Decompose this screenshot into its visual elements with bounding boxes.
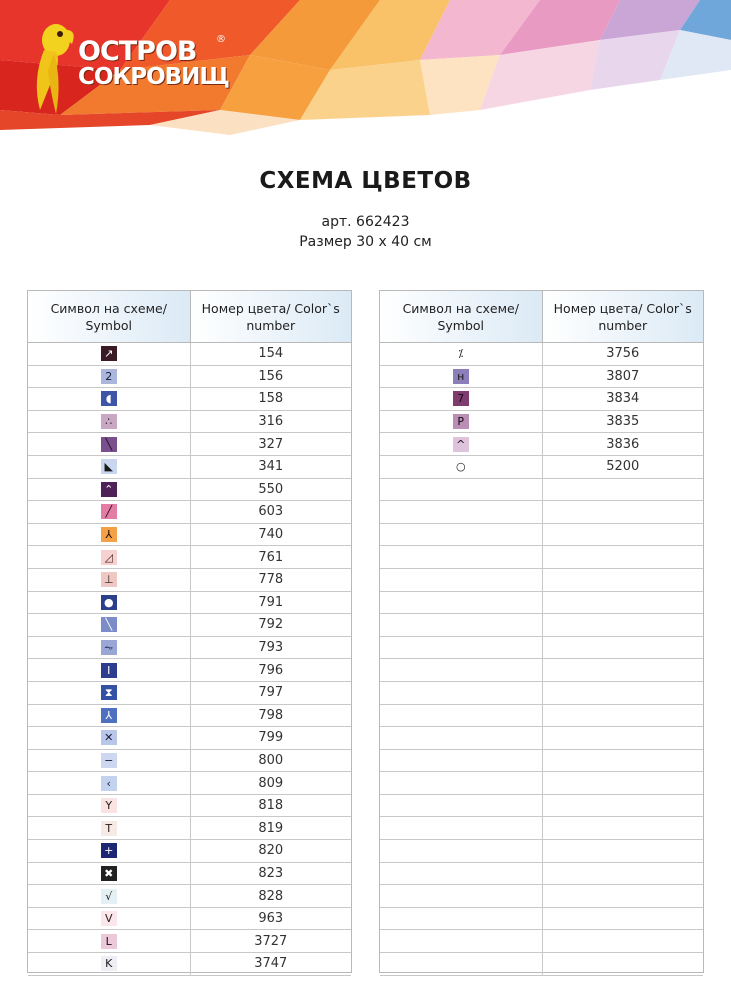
color-number-cell: 820 xyxy=(190,840,352,862)
color-symbol-icon: ⏦ xyxy=(101,640,117,655)
symbol-cell xyxy=(380,682,542,704)
symbol-cell xyxy=(28,953,190,975)
symbol-cell xyxy=(380,930,542,952)
color-number-cell: 793 xyxy=(190,637,352,659)
color-symbol-icon: ╱ xyxy=(101,504,117,519)
table-row xyxy=(380,479,703,502)
symbol-cell xyxy=(28,592,190,614)
symbol-cell xyxy=(380,501,542,523)
color-number-cell xyxy=(542,705,704,727)
table-row xyxy=(28,479,351,502)
table-row xyxy=(28,501,351,524)
color-symbol-icon: ^ xyxy=(453,437,469,452)
symbol-cell xyxy=(28,795,190,817)
color-number-cell xyxy=(542,546,704,568)
table-row xyxy=(28,388,351,411)
color-number-cell xyxy=(542,953,704,975)
color-symbol-icon: L xyxy=(101,934,117,949)
table-row xyxy=(380,388,703,411)
symbol-cell xyxy=(380,546,542,568)
color-symbol-icon: ⁒ xyxy=(453,346,469,361)
table-row xyxy=(28,592,351,615)
symbol-cell xyxy=(380,772,542,794)
table-row xyxy=(380,908,703,931)
header-symbol: Символ на схеме/ Symbol xyxy=(28,291,190,342)
table-row xyxy=(380,863,703,886)
color-number-cell: 963 xyxy=(190,908,352,930)
color-number-cell: 3807 xyxy=(542,366,704,388)
color-symbol-icon: ⅄ xyxy=(101,527,117,542)
table-row xyxy=(380,930,703,953)
table-row xyxy=(380,592,703,615)
color-symbol-icon: √ xyxy=(101,889,117,904)
symbol-cell xyxy=(380,659,542,681)
color-symbol-icon: + xyxy=(101,843,117,858)
parrot-icon xyxy=(26,10,86,122)
table-row xyxy=(28,343,351,366)
symbol-cell xyxy=(380,343,542,365)
color-symbol-icon: ∴ xyxy=(101,414,117,429)
color-number-cell xyxy=(542,682,704,704)
color-symbol-icon: ◖ xyxy=(101,391,117,406)
color-symbol-icon: ‹ xyxy=(101,776,117,791)
color-number-cell xyxy=(542,592,704,614)
symbol-cell xyxy=(28,411,190,433)
symbol-cell xyxy=(380,411,542,433)
symbol-cell xyxy=(380,524,542,546)
color-symbol-icon: K xyxy=(101,956,117,971)
table-row xyxy=(380,840,703,863)
color-number-cell: 761 xyxy=(190,546,352,568)
symbol-cell xyxy=(380,840,542,862)
table-header xyxy=(380,291,703,343)
symbol-cell xyxy=(380,569,542,591)
symbol-cell xyxy=(380,366,542,388)
color-symbol-icon: P xyxy=(453,414,469,429)
table-row xyxy=(28,659,351,682)
table-row xyxy=(28,456,351,479)
color-symbol-icon: ○ xyxy=(453,459,469,474)
symbol-cell xyxy=(28,930,190,952)
color-number-cell: 5200 xyxy=(542,456,704,478)
canvas-size: Размер 30 х 40 см xyxy=(299,234,432,250)
color-number-cell: 341 xyxy=(190,456,352,478)
table-row xyxy=(380,524,703,547)
table-row xyxy=(380,682,703,705)
color-number-cell: 603 xyxy=(190,501,352,523)
symbol-cell xyxy=(28,456,190,478)
color-number-cell: 327 xyxy=(190,433,352,455)
table-row xyxy=(28,569,351,592)
symbol-cell xyxy=(380,953,542,975)
color-number-cell: 3834 xyxy=(542,388,704,410)
color-symbol-icon: ╲ xyxy=(101,617,117,632)
color-number-cell xyxy=(542,750,704,772)
color-symbol-icon: T xyxy=(101,821,117,836)
color-number-cell: 800 xyxy=(190,750,352,772)
table-header xyxy=(28,291,351,343)
color-symbol-icon: ◣ xyxy=(101,459,117,474)
symbol-cell xyxy=(28,637,190,659)
symbol-cell xyxy=(380,885,542,907)
color-symbol-icon: ◿ xyxy=(101,550,117,565)
table-row xyxy=(28,682,351,705)
table-row xyxy=(380,614,703,637)
color-symbol-icon: ⧗ xyxy=(101,685,117,700)
color-symbol-icon: ⊥ xyxy=(101,572,117,587)
table-row xyxy=(28,772,351,795)
symbol-cell xyxy=(28,388,190,410)
color-number-cell xyxy=(542,817,704,839)
table-row xyxy=(380,750,703,773)
table-row xyxy=(380,456,703,479)
table-row xyxy=(380,411,703,434)
symbol-cell xyxy=(380,727,542,749)
color-number-cell: 823 xyxy=(190,863,352,885)
symbol-cell xyxy=(28,524,190,546)
color-number-cell xyxy=(542,479,704,501)
symbol-cell xyxy=(380,592,542,614)
color-number-cell: 818 xyxy=(190,795,352,817)
table-row xyxy=(380,659,703,682)
table-row xyxy=(380,705,703,728)
symbol-cell xyxy=(28,885,190,907)
color-number-cell xyxy=(542,524,704,546)
table-row xyxy=(28,840,351,863)
color-table-left xyxy=(27,290,352,973)
brand-name-line1: ОСТРОВ xyxy=(78,36,197,67)
color-symbol-icon: V xyxy=(101,911,117,926)
symbol-cell xyxy=(28,366,190,388)
color-number-cell: 156 xyxy=(190,366,352,388)
color-table-right xyxy=(379,290,704,973)
table-body xyxy=(380,343,703,976)
color-symbol-icon: 2 xyxy=(101,369,117,384)
symbol-cell xyxy=(28,479,190,501)
symbol-cell xyxy=(28,682,190,704)
symbol-cell xyxy=(380,795,542,817)
color-number-cell: 158 xyxy=(190,388,352,410)
color-symbol-icon: ⌃ xyxy=(101,482,117,497)
color-symbol-icon: ● xyxy=(101,595,117,610)
color-symbol-icon: ✖ xyxy=(101,866,117,881)
color-symbol-icon: Y xyxy=(101,798,117,813)
color-number-cell: 791 xyxy=(190,592,352,614)
color-number-cell: 154 xyxy=(190,343,352,365)
color-number-cell: 796 xyxy=(190,659,352,681)
color-number-cell xyxy=(542,908,704,930)
color-symbol-icon: ↗ xyxy=(101,346,117,361)
table-row xyxy=(380,637,703,660)
table-row xyxy=(28,433,351,456)
color-number-cell: 3756 xyxy=(542,343,704,365)
symbol-cell xyxy=(380,433,542,455)
table-row xyxy=(380,501,703,524)
page-title: СХЕМА ЦВЕТОВ xyxy=(259,168,472,194)
registered-mark: ® xyxy=(216,34,226,45)
table-row xyxy=(28,953,351,976)
symbol-cell xyxy=(28,727,190,749)
brand-logo xyxy=(26,10,236,122)
symbol-cell xyxy=(28,659,190,681)
color-number-cell: 3747 xyxy=(190,953,352,975)
brand-name-line2: СОКРОВИЩ xyxy=(78,64,229,90)
table-body xyxy=(28,343,351,976)
header-symbol: Символ на схеме/ Symbol xyxy=(380,291,542,342)
color-number-cell xyxy=(542,637,704,659)
symbol-cell xyxy=(380,456,542,478)
symbol-cell xyxy=(380,750,542,772)
table-row xyxy=(28,727,351,750)
symbol-cell xyxy=(380,908,542,930)
color-symbol-icon: − xyxy=(101,753,117,768)
table-row xyxy=(380,727,703,750)
color-number-cell xyxy=(542,569,704,591)
table-row xyxy=(380,343,703,366)
table-row xyxy=(380,546,703,569)
color-number-cell xyxy=(542,501,704,523)
color-number-cell: 797 xyxy=(190,682,352,704)
header-color-number: Номер цвета/ Color`s number xyxy=(542,291,704,342)
symbol-cell xyxy=(380,479,542,501)
color-number-cell: 550 xyxy=(190,479,352,501)
color-symbol-icon: ⅄ xyxy=(101,708,117,723)
color-number-cell: 798 xyxy=(190,705,352,727)
symbol-cell xyxy=(380,388,542,410)
table-row xyxy=(28,637,351,660)
color-number-cell: 316 xyxy=(190,411,352,433)
table-row xyxy=(380,772,703,795)
table-row xyxy=(28,930,351,953)
symbol-cell xyxy=(380,705,542,727)
symbol-cell xyxy=(28,750,190,772)
color-symbol-icon: н xyxy=(453,369,469,384)
table-row xyxy=(28,863,351,886)
table-row xyxy=(380,817,703,840)
table-row xyxy=(380,953,703,976)
color-number-cell: 809 xyxy=(190,772,352,794)
symbol-cell xyxy=(28,908,190,930)
color-number-cell: 819 xyxy=(190,817,352,839)
color-number-cell: 778 xyxy=(190,569,352,591)
color-number-cell: 799 xyxy=(190,727,352,749)
color-number-cell: 792 xyxy=(190,614,352,636)
table-row xyxy=(28,546,351,569)
symbol-cell xyxy=(28,705,190,727)
table-row xyxy=(380,433,703,456)
color-symbol-icon: I xyxy=(101,663,117,678)
color-number-cell xyxy=(542,772,704,794)
color-symbol-icon: ╲ xyxy=(101,437,117,452)
symbol-cell xyxy=(28,840,190,862)
symbol-cell xyxy=(380,637,542,659)
color-number-cell xyxy=(542,885,704,907)
color-number-cell: 3836 xyxy=(542,433,704,455)
table-row xyxy=(28,524,351,547)
header-color-number: Номер цвета/ Color`s number xyxy=(190,291,352,342)
table-row xyxy=(380,569,703,592)
color-number-cell: 3835 xyxy=(542,411,704,433)
symbol-cell xyxy=(28,817,190,839)
color-number-cell: 828 xyxy=(190,885,352,907)
symbol-cell xyxy=(28,343,190,365)
color-number-cell xyxy=(542,840,704,862)
symbol-cell xyxy=(28,863,190,885)
symbol-cell xyxy=(28,772,190,794)
table-row xyxy=(28,817,351,840)
table-row xyxy=(28,795,351,818)
symbol-cell xyxy=(28,433,190,455)
symbol-cell xyxy=(28,614,190,636)
color-number-cell xyxy=(542,930,704,952)
color-number-cell: 3727 xyxy=(190,930,352,952)
color-number-cell xyxy=(542,659,704,681)
symbol-cell xyxy=(28,501,190,523)
table-row xyxy=(28,411,351,434)
table-row xyxy=(28,908,351,931)
color-number-cell: 740 xyxy=(190,524,352,546)
table-row xyxy=(380,885,703,908)
table-row xyxy=(28,705,351,728)
color-number-cell xyxy=(542,863,704,885)
symbol-cell xyxy=(380,863,542,885)
color-number-cell xyxy=(542,727,704,749)
table-row xyxy=(28,614,351,637)
article-number: арт. 662423 xyxy=(321,214,410,230)
table-row xyxy=(380,795,703,818)
symbol-cell xyxy=(28,569,190,591)
symbol-cell xyxy=(380,817,542,839)
table-row xyxy=(28,750,351,773)
table-row xyxy=(28,885,351,908)
color-number-cell xyxy=(542,614,704,636)
table-row xyxy=(28,366,351,389)
table-row xyxy=(380,366,703,389)
color-symbol-icon: 7 xyxy=(453,391,469,406)
symbol-cell xyxy=(380,614,542,636)
color-number-cell xyxy=(542,795,704,817)
color-symbol-icon: ✕ xyxy=(101,730,117,745)
symbol-cell xyxy=(28,546,190,568)
